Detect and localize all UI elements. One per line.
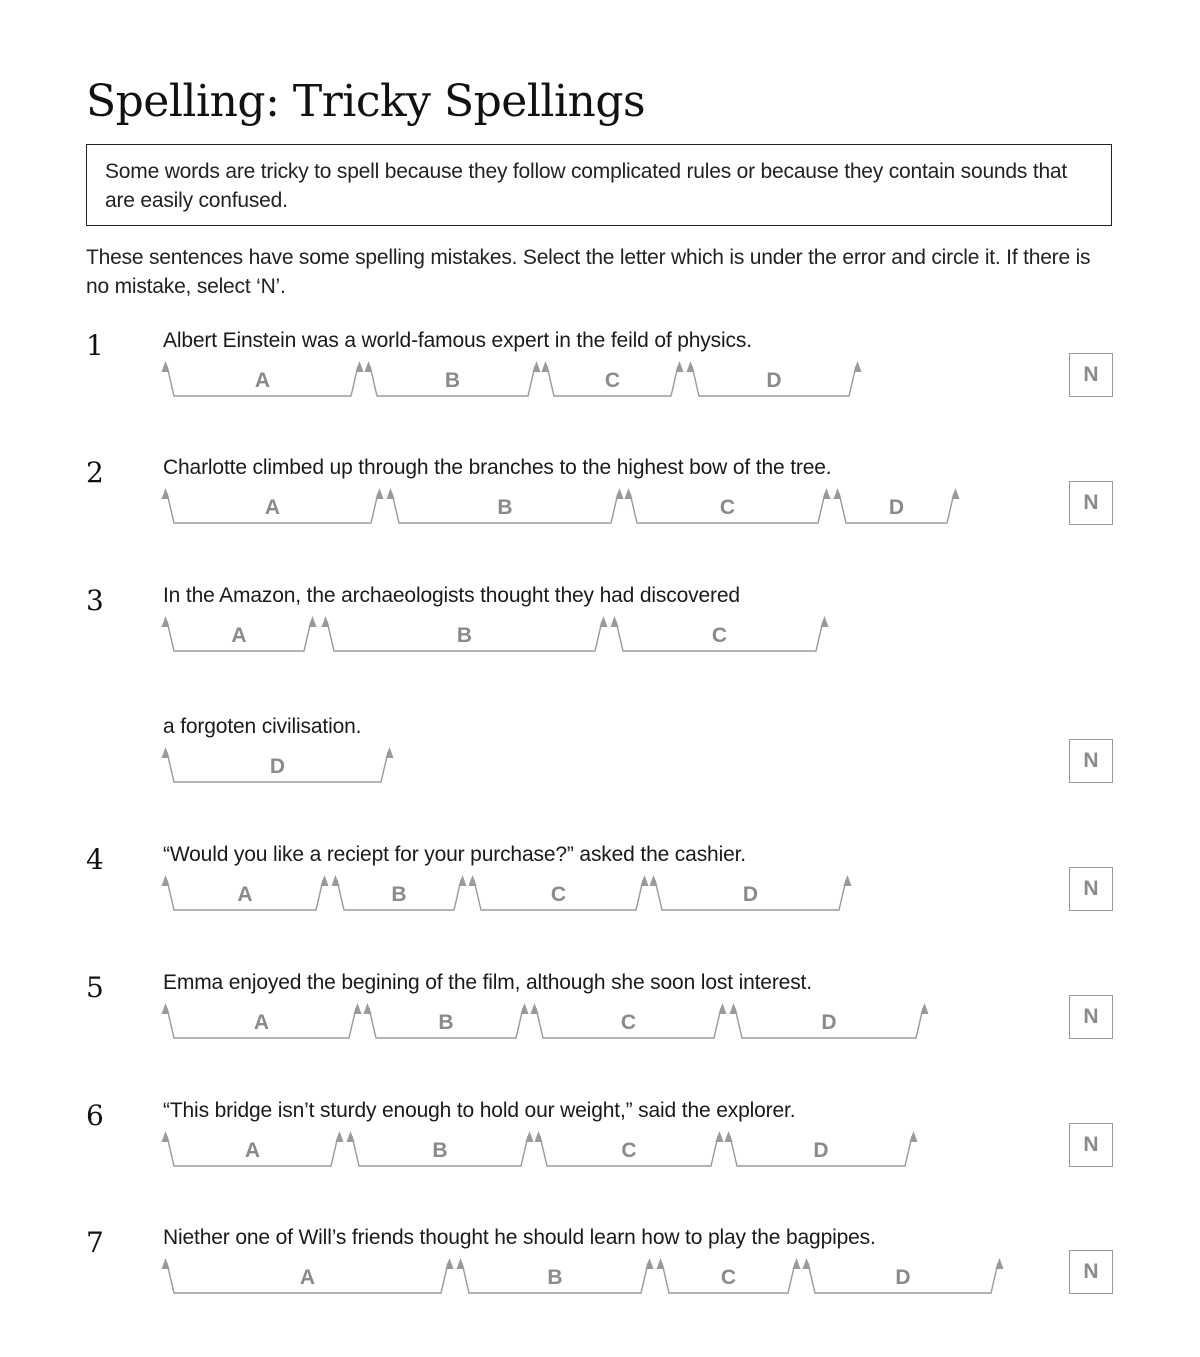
no-mistake-option[interactable]	[1069, 481, 1113, 525]
question-sentence: Niether one of Will’s friends thought he should learn how to play the bagpipes.	[163, 1226, 876, 1249]
answer-option-b[interactable]	[335, 874, 463, 914]
question-sentence: “This bridge isn’t sturdy enough to hold our weight,” said the explorer.	[163, 1099, 796, 1122]
answer-option-label: A	[244, 1139, 261, 1162]
answer-option-label: D	[888, 496, 905, 519]
answer-option-d[interactable]	[806, 1257, 1000, 1297]
question-sentence: In the Amazon, the archaeologists thought they had discovered	[163, 584, 740, 607]
answer-option-label: D	[821, 1011, 837, 1034]
answer-brackets	[0, 874, 1200, 914]
answer-option-b[interactable]	[350, 1130, 530, 1170]
answer-option-label: D	[895, 1266, 911, 1289]
answer-option-label: C	[719, 496, 736, 519]
answer-brackets	[0, 360, 1200, 400]
answer-option-label: D	[742, 883, 759, 906]
no-mistake-label: N	[1083, 1005, 1099, 1028]
answer-brackets	[0, 746, 1200, 786]
info-box-text: Some words are tricky to spell because they follow complicated rules or because they contain sounds that are easily confused.	[105, 160, 1068, 212]
answer-brackets	[0, 1257, 1200, 1297]
answer-brackets	[0, 487, 1200, 527]
answer-option-a[interactable]	[165, 1002, 358, 1042]
answer-option-c[interactable]	[472, 874, 645, 914]
answer-option-label: A	[237, 883, 253, 906]
answer-option-label: B	[456, 624, 473, 647]
answer-option-label: A	[231, 624, 247, 647]
answer-option-label: A	[253, 1011, 270, 1034]
no-mistake-option[interactable]	[1069, 1250, 1113, 1294]
answer-option-label: B	[444, 369, 461, 392]
no-mistake-label: N	[1083, 877, 1099, 900]
answer-option-a[interactable]	[165, 1130, 340, 1170]
no-mistake-option[interactable]	[1069, 867, 1113, 911]
no-mistake-label: N	[1083, 363, 1099, 386]
answer-option-label: D	[766, 369, 782, 392]
no-mistake-option[interactable]	[1069, 995, 1113, 1039]
no-mistake-label: N	[1083, 1133, 1099, 1156]
answer-option-a[interactable]	[165, 360, 360, 400]
answer-option-label: B	[438, 1011, 454, 1034]
no-mistake-option[interactable]	[1069, 1123, 1113, 1167]
answer-option-label: B	[432, 1139, 448, 1162]
answer-option-label: D	[813, 1139, 829, 1162]
answer-option-d[interactable]	[653, 874, 848, 914]
question-sentence: Emma enjoyed the begining of the film, although she soon lost interest.	[163, 971, 812, 994]
answer-option-a[interactable]	[165, 874, 325, 914]
answer-option-c[interactable]	[538, 1130, 720, 1170]
answer-option-d[interactable]	[690, 360, 858, 400]
answer-option-c[interactable]	[534, 1002, 723, 1042]
question-number: 6	[86, 1099, 104, 1132]
answer-brackets	[0, 1002, 1200, 1042]
answer-option-d[interactable]	[733, 1002, 925, 1042]
answer-option-b[interactable]	[367, 1002, 525, 1042]
question-number: 4	[86, 843, 104, 876]
answer-option-label: A	[264, 496, 281, 519]
answer-option-label: C	[720, 1266, 737, 1289]
question-sentence: Charlotte climbed up through the branches to the highest bow of the tree.	[163, 456, 832, 479]
info-box	[86, 144, 1112, 226]
answer-option-label: A	[254, 369, 271, 392]
answer-option-b[interactable]	[390, 487, 620, 527]
answer-option-label: D	[269, 755, 286, 778]
answer-option-b[interactable]	[368, 360, 537, 400]
no-mistake-label: N	[1083, 1260, 1099, 1283]
answer-option-d[interactable]	[837, 487, 956, 527]
answer-option-label: C	[604, 369, 621, 392]
question-number: 3	[86, 584, 104, 617]
page-title: Spelling: Tricky Spellings	[86, 76, 646, 127]
answer-option-label: B	[391, 883, 407, 906]
answer-option-label: A	[299, 1266, 316, 1289]
answer-option-a[interactable]	[165, 487, 380, 527]
question-sentence: “Would you like a reciept for your purchase?” asked the cashier.	[163, 843, 746, 866]
instructions: These sentences have some spelling mistakes. Select the letter which is under the error and circle it. If there is no mistake, select ‘N’.	[86, 246, 1091, 298]
question-number: 2	[86, 456, 104, 489]
no-mistake-option[interactable]	[1069, 353, 1113, 397]
answer-option-label: C	[620, 1011, 637, 1034]
no-mistake-label: N	[1083, 749, 1099, 772]
answer-option-a[interactable]	[165, 1257, 450, 1297]
question-number: 5	[86, 971, 104, 1004]
answer-option-label: C	[550, 883, 567, 906]
question-sentence: Albert Einstein was a world-famous expert in the feild of physics.	[163, 329, 752, 352]
answer-option-b[interactable]	[325, 615, 604, 655]
answer-option-c[interactable]	[628, 487, 827, 527]
answer-brackets	[0, 615, 1200, 655]
answer-option-d[interactable]	[728, 1130, 914, 1170]
answer-option-label: C	[621, 1139, 637, 1162]
answer-option-c[interactable]	[660, 1257, 797, 1297]
no-mistake-label: N	[1083, 491, 1099, 514]
answer-option-d[interactable]	[165, 746, 390, 786]
no-mistake-option[interactable]	[1069, 739, 1113, 783]
answer-option-c[interactable]	[545, 360, 680, 400]
answer-option-label: B	[497, 496, 513, 519]
answer-option-c[interactable]	[614, 615, 825, 655]
question-number: 1	[86, 329, 104, 362]
answer-option-label: B	[547, 1266, 563, 1289]
answer-brackets	[0, 1130, 1200, 1170]
answer-option-a[interactable]	[165, 615, 313, 655]
answer-option-label: C	[711, 624, 728, 647]
answer-option-b[interactable]	[460, 1257, 650, 1297]
question-number: 7	[86, 1226, 104, 1259]
question-sentence: a forgoten civilisation.	[163, 715, 362, 738]
